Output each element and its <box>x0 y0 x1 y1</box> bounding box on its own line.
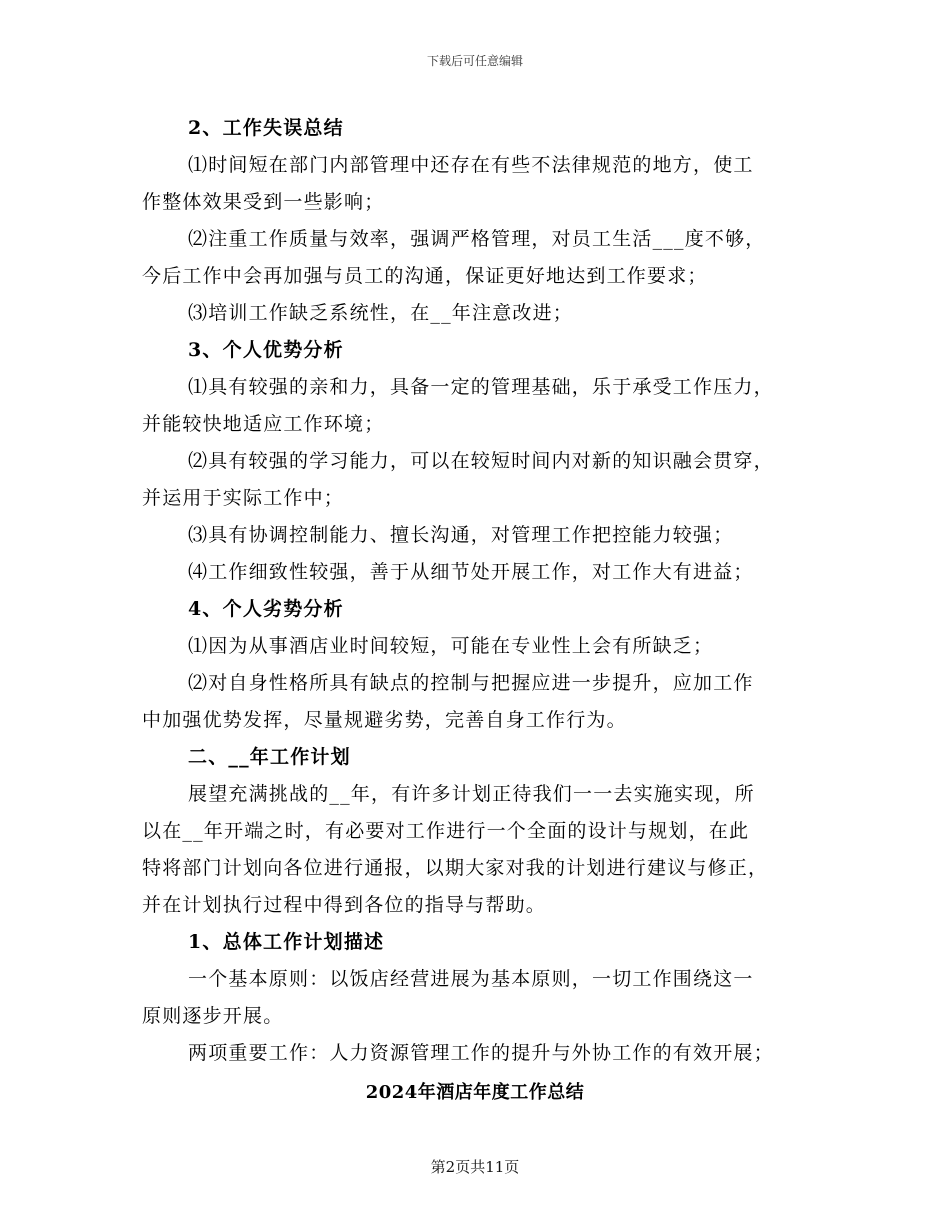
heading-personal-weaknesses: 4、个人劣势分析 <box>188 598 344 620</box>
paragraph-line: 特将部门计划向各位进行通报，以期大家对我的计划进行建议与修正， <box>142 857 769 879</box>
paragraph-line: 并运用于实际工作中； <box>142 487 345 509</box>
paragraph-line: ⑶具有协调控制能力、擅长沟通，对管理工作把控能力较强； <box>188 524 734 546</box>
heading-work-plan: 二、__年工作计划 <box>188 746 351 768</box>
paragraph-line: ⑵具有较强的学习能力，可以在较短时间内对新的知识融会贯穿， <box>188 450 774 472</box>
paragraph-line: 并能较快地适应工作环境； <box>142 413 385 435</box>
paragraph-line: 中加强优势发挥，尽量规避劣势，完善自身工作行为。 <box>142 709 627 731</box>
paragraph-line: ⑴时间短在部门内部管理中还存在有些不法律规范的地方，使工 <box>188 154 754 176</box>
paragraph-line: ⑴因为从事酒店业时间较短，可能在专业性上会有所缺乏； <box>188 635 714 657</box>
paragraph-line: 一个基本原则：以饭店经营进展为基本原则，一切工作围绕这一 <box>188 968 754 990</box>
heading-personal-strengths: 3、个人优势分析 <box>188 339 344 361</box>
paragraph-line: 原则逐步开展。 <box>142 1005 284 1027</box>
page-number: 第2页共11页 <box>430 1158 520 1176</box>
page-header: 下载后可任意编辑 <box>426 54 523 68</box>
paragraph-line: 今后工作中会再加强与员工的沟通，保证更好地达到工作要求； <box>142 265 708 287</box>
paragraph-line: 作整体效果受到一些影响； <box>142 191 385 213</box>
paragraph-line: ⑷工作细致性较强，善于从细节处开展工作，对工作大有进益； <box>188 561 754 583</box>
paragraph-line: 两项重要工作：人力资源管理工作的提升与外协工作的有效开展； <box>188 1042 774 1064</box>
heading-work-mistakes: 2、工作失误总结 <box>188 117 344 139</box>
paragraph-line: 并在计划执行过程中得到各位的指导与帮助。 <box>142 894 547 916</box>
paragraph-line: ⑵注重工作质量与效率，强调严格管理，对员工生活___度不够， <box>188 228 766 250</box>
paragraph-line: 以在__年开端之时，有必要对工作进行一个全面的设计与规划，在此 <box>142 820 750 842</box>
paragraph-line: 展望充满挑战的__年，有许多计划正待我们一一去实施实现，所 <box>188 783 755 805</box>
heading-overall-plan: 1、总体工作计划描述 <box>188 931 385 953</box>
paragraph-line: ⑴具有较强的亲和力，具备一定的管理基础，乐于承受工作压力， <box>188 376 774 398</box>
paragraph-line: ⑶培训工作缺乏系统性，在__年注意改进； <box>188 302 574 324</box>
paragraph-line: ⑵对自身性格所具有缺点的控制与把握应进一步提升，应加工作 <box>188 672 754 694</box>
document-title: 2024年酒店年度工作总结 <box>365 1082 585 1103</box>
